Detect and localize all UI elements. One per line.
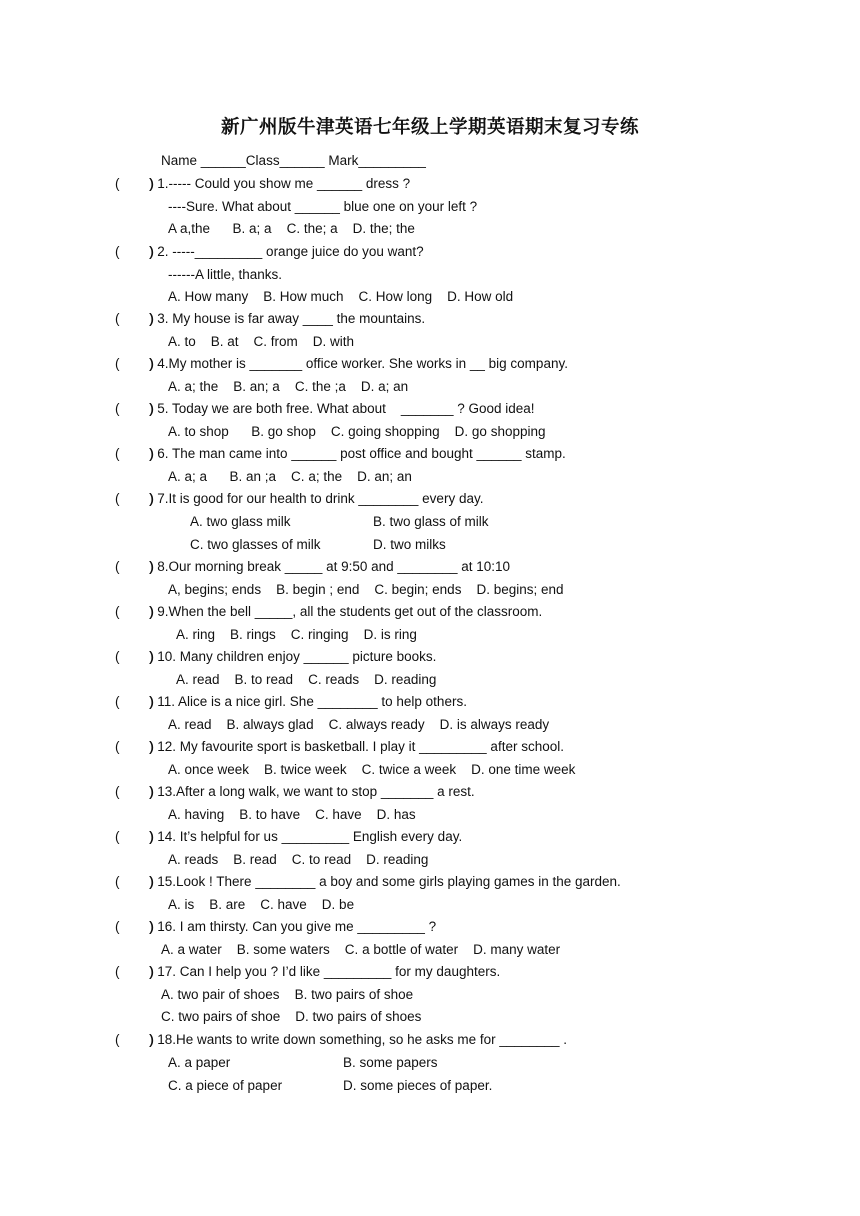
answer-paren: ( ) — [115, 874, 154, 889]
answer-paren: ( ) — [115, 649, 154, 664]
option-q7: B. two glass of milk — [373, 514, 489, 529]
question-stem: ) 8.Our morning break _____ at 9:50 and ________ at 10:10 — [149, 559, 511, 574]
question-stem: ) 13.After a long walk, we want to stop _______ a rest. — [149, 784, 475, 799]
question-stem: ) 3. My house is far away ____ the mountains. — [149, 311, 426, 326]
question-stem: ) 1.----- Could you show me ______ dress ? — [149, 176, 411, 191]
answer-paren: ( ) — [115, 604, 154, 619]
page-title: 新广州版牛津英语七年级上学期英语期末复习专练 — [220, 117, 639, 138]
option-line: A. a; the B. an; a C. the ;a D. a; an — [168, 378, 409, 394]
question-stem: ) 17. Can I help you ? I’d like _________ for my daughters. — [149, 964, 501, 979]
option-q7: D. two milks — [373, 537, 446, 552]
option-line: A a,the B. a; a C. the; a D. the; the — [168, 221, 415, 236]
question-stem: ) 6. The man came into ______ post office and bought ______ stamp. — [149, 446, 566, 461]
option-line: A. How many B. How much C. How long D. How old — [168, 289, 514, 304]
option-line: C. two pairs of shoe D. two pairs of shoes — [161, 1009, 422, 1024]
option-q18: B. some papers — [343, 1055, 438, 1070]
answer-paren: ( ) — [115, 784, 154, 799]
answer-paren: ( ) — [115, 739, 154, 754]
question-stem: ) 14. It’s helpful for us _________ English every day. — [149, 829, 463, 844]
question-stem: ) 5. Today we are both free. What about _______ ? Good idea! — [149, 401, 535, 416]
question-stem: ) 18.He wants to write down something, so he asks me for ________ . — [149, 1032, 567, 1047]
option-q7: A. two glass milk — [190, 514, 291, 529]
option-line: A. is B. are C. have D. be — [168, 896, 355, 912]
question-stem: ) 15.Look ! There ________ a boy and some girls playing games in the garden. — [149, 874, 621, 889]
option-line: A. read B. to read C. reads D. reading — [176, 671, 437, 687]
option-line: A. to B. at C. from D. with — [168, 333, 355, 349]
answer-paren: ( ) — [115, 311, 154, 326]
option-q18: D. some pieces of paper. — [343, 1078, 493, 1093]
answer-paren: ( ) — [115, 694, 154, 709]
answer-paren: ( ) — [115, 1032, 154, 1047]
name-class-mark-line: Name ______Class______ Mark_________ — [161, 153, 426, 168]
option-line: A. ring B. rings C. ringing D. is ring — [176, 626, 417, 642]
answer-paren: ( ) — [115, 401, 154, 416]
option-line: A. read B. always glad C. always ready D. is always ready — [168, 716, 550, 732]
dialogue-line: ----Sure. What about ______ blue one on your left ? — [168, 198, 478, 214]
question-stem: ) 16. I am thirsty. Can you give me _________ ? — [149, 919, 437, 934]
option-line: A. two pair of shoes B. two pairs of shoe — [161, 986, 414, 1002]
question-stem: ) 12. My favourite sport is basketball. I play it _________ after school. — [149, 739, 564, 754]
answer-paren: ( ) — [115, 244, 154, 259]
answer-paren: ( ) — [115, 356, 154, 371]
option-line: A. reads B. read C. to read D. reading — [168, 851, 429, 867]
answer-paren: ( ) — [115, 964, 154, 979]
option-line: A, begins; ends B. begin ; end C. begin; ends D. begins; end — [168, 581, 564, 597]
option-q18: A. a paper — [168, 1055, 231, 1070]
question-stem: ) 11. Alice is a nice girl. She ________ to help others. — [149, 694, 467, 709]
answer-paren: ( ) — [115, 559, 154, 574]
option-line: A. a; a B. an ;a C. a; the D. an; an — [168, 468, 412, 484]
option-q18: C. a piece of paper — [168, 1078, 283, 1093]
answer-paren: ( ) — [115, 446, 154, 461]
question-stem: ) 9.When the bell _____, all the students get out of the classroom. — [149, 604, 543, 619]
question-stem: ) 4.My mother is _______ office worker. She works in __ big company. — [149, 356, 568, 371]
dialogue-line: ------A little, thanks. — [168, 266, 283, 282]
answer-paren: ( ) — [115, 176, 154, 191]
answer-paren: ( ) — [115, 919, 154, 934]
option-line: A. to shop B. go shop C. going shopping D. go shopping — [168, 423, 546, 439]
option-q7: C. two glasses of milk — [190, 537, 321, 552]
option-line: A. a water B. some waters C. a bottle of water D. many water — [161, 941, 561, 957]
question-stem: ) 2. -----_________ orange juice do you want? — [149, 244, 424, 259]
question-stem: ) 10. Many children enjoy ______ picture books. — [149, 649, 437, 664]
answer-paren: ( ) — [115, 491, 154, 506]
option-line: A. once week B. twice week C. twice a week D. one time week — [168, 761, 576, 777]
question-stem: ) 7.It is good for our health to drink ________ every day. — [149, 491, 484, 506]
option-line: A. having B. to have C. have D. has — [168, 806, 416, 822]
answer-paren: ( ) — [115, 829, 154, 844]
